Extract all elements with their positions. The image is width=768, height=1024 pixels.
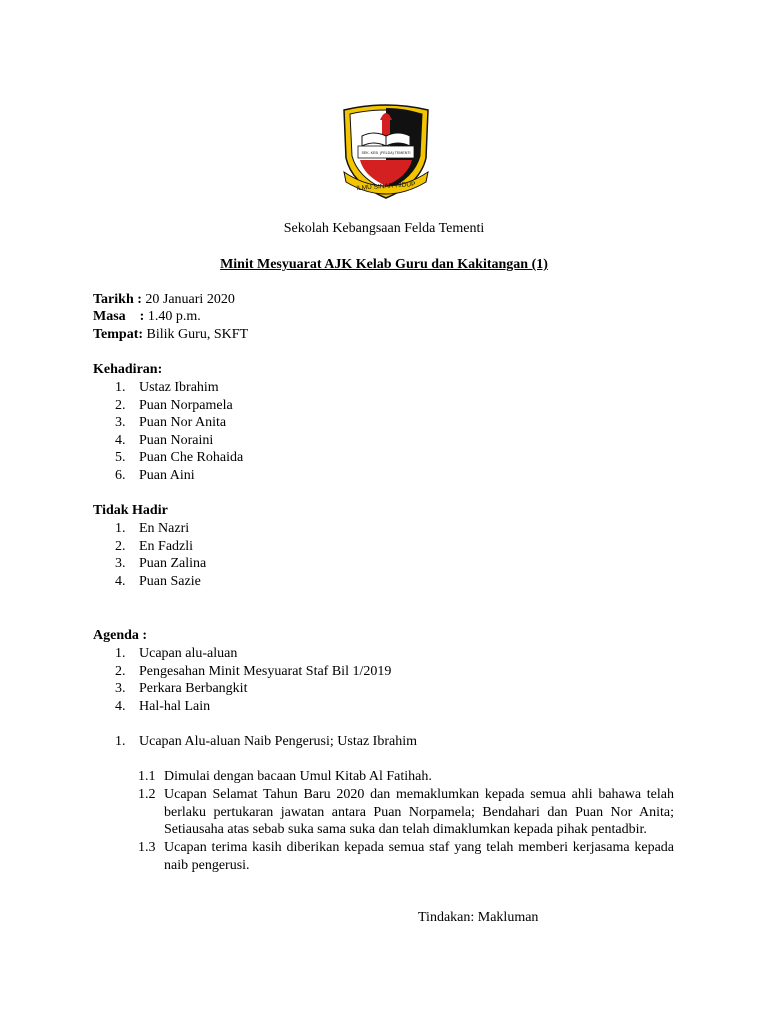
list-item: 1. Ucapan alu-aluan: [115, 646, 238, 661]
list-item: 1. Ustaz Ibrahim: [115, 380, 219, 395]
place-value: Bilik Guru, SKFT: [143, 327, 249, 342]
action-note: Tindakan: Makluman: [418, 910, 539, 925]
list-item: 4. Hal-hal Lain: [115, 698, 211, 714]
absent-heading: Tidak Hadir: [93, 503, 168, 518]
crest-band-text: SEK. KEB. (FELDA) TEMENTI: [361, 151, 411, 155]
list-item: 3. Puan Nor Anita: [115, 415, 227, 430]
crest-motto: ILMU SINAR HIDUP: [356, 180, 416, 193]
list-item: 4. Puan Sazie: [115, 573, 201, 589]
meeting-time: [93, 308, 201, 326]
list-item: 5. Puan Che Rohaida: [115, 450, 244, 465]
agenda-heading: Agenda :: [93, 628, 148, 643]
list-item: 4. Puan Noraini: [115, 432, 214, 448]
attendance-heading: Kehadiran:: [93, 362, 163, 377]
agenda-list: [93, 645, 391, 715]
list-item: 2. Pengesahan Minit Mesyuarat Staf Bil 1/2019: [115, 663, 392, 679]
school-crest-logo: [340, 102, 432, 200]
document-title: Minit Mesyuarat AJK Kelab Guru dan Kakitangan (1): [220, 257, 548, 272]
attendance-list: [93, 379, 243, 484]
place-label: Tempat:: [93, 327, 144, 342]
date-value: 20 Januari 2020: [141, 292, 235, 307]
list-item: 6. Puan Aini: [115, 467, 195, 483]
list-item: 3. Puan Zalina: [115, 556, 207, 571]
school-name: Sekolah Kebangsaan Felda Tementi: [283, 221, 485, 236]
meeting-place: [93, 326, 248, 344]
section-point-1-1: 1.1 Dimulai dengan bacaan Umul Kitab Al Fatihah.: [138, 769, 432, 784]
time-value: 1.40 p.m.: [144, 309, 201, 324]
date-label: Tarikh :: [93, 292, 142, 307]
list-item: 2. Puan Norpamela: [115, 397, 233, 413]
section-1-heading: [93, 733, 417, 751]
absent-list: [93, 520, 206, 590]
section-point-1-2: 1.2 Ucapan Selamat Tahun Baru 2020 dan memaklumkan kepada semua ahli bahawa telah berlaku pertukaran jawatan antara Puan Norpamela; Bendahari dan Puan Nor Anita; Setiausaha atas sebab suka sama suka dan telah dimaklumkan kepada pihak pentadbir.: [138, 787, 674, 837]
list-item: 1. En Nazri: [115, 521, 190, 536]
time-label: Masa :: [93, 309, 145, 324]
section-point-1-3: 1.3 Ucapan terima kasih diberikan kepada semua staf yang telah memberi kerjasama kepada naib pengerusi.: [138, 840, 674, 873]
meeting-date: [93, 291, 235, 309]
list-item: 2. En Fadzli: [115, 538, 194, 554]
list-item: 3. Perkara Berbangkit: [115, 681, 248, 696]
list-item: 1. Ucapan Alu-aluan Naib Pengerusi; Ustaz Ibrahim: [115, 734, 417, 749]
